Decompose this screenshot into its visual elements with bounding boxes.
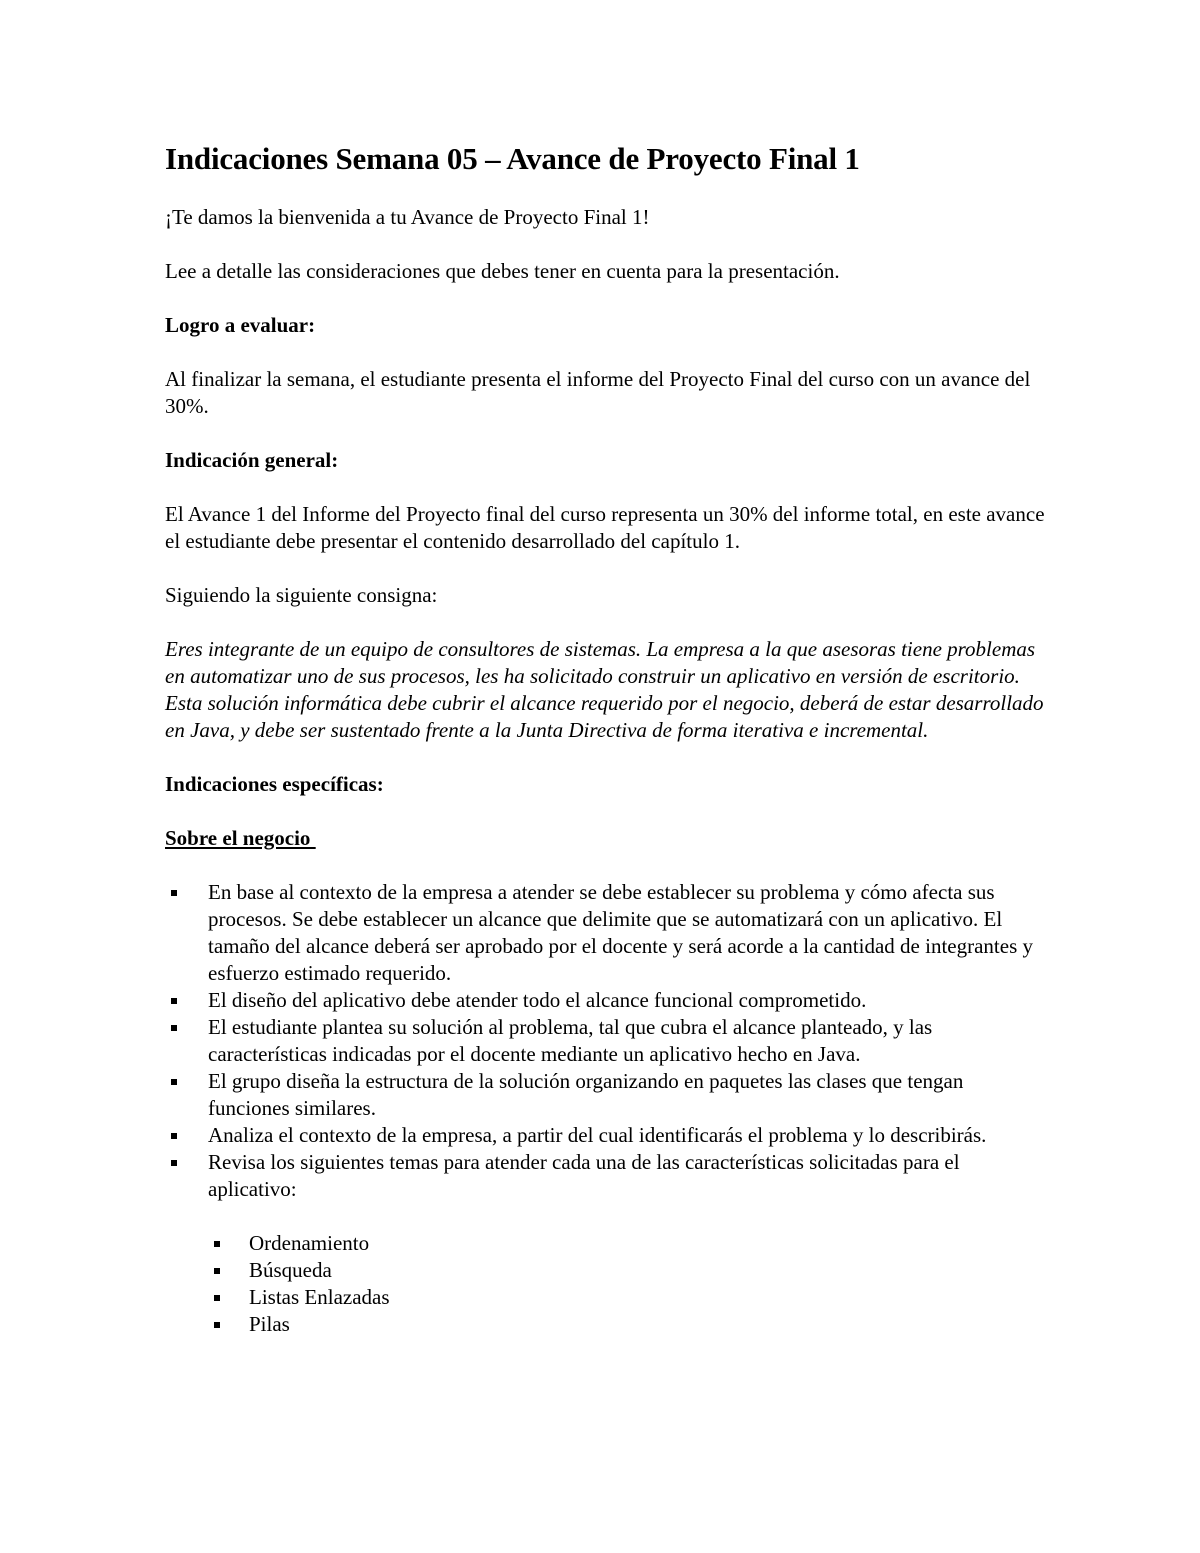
achievement-text: Al finalizar la semana, el estudiante presenta el informe del Proyecto Final del curso con un avance del 30%. <box>165 367 1031 418</box>
list-item-text: El estudiante plantea su solución al problema, tal que cubra el alcance planteado, y las características indicadas por el docente mediante un aplicativo hecho en Java. <box>208 1015 933 1066</box>
business-heading-text: Sobre el negocio <box>165 826 316 850</box>
document-title: Indicaciones Semana 05 – Avance de Proyecto Final 1 <box>165 141 860 176</box>
square-bullet-icon <box>214 1322 220 1328</box>
document-page <box>165 140 1045 1338</box>
list-item <box>165 1068 1045 1122</box>
intro-text: Lee a detalle las consideraciones que debes tener en cuenta para la presentación. <box>165 259 840 283</box>
topic-item <box>165 1284 1045 1311</box>
specific-heading: Indicaciones específicas: <box>165 772 384 796</box>
business-heading <box>165 825 1045 852</box>
square-bullet-icon <box>214 1268 220 1274</box>
square-bullet-icon <box>171 1079 177 1085</box>
topic-item <box>165 1230 1045 1257</box>
list-item <box>165 1149 1045 1203</box>
square-bullet-icon <box>214 1241 220 1247</box>
list-item-text: El grupo diseña la estructura de la solución organizando en paquetes las clases que tengan funciones similares. <box>208 1069 964 1120</box>
square-bullet-icon <box>171 1160 177 1166</box>
topic-list <box>165 1230 1045 1338</box>
general-text: El Avance 1 del Informe del Proyecto final del curso representa un 30% del informe total, en este avance el estudiante debe presentar el contenido desarrollado del capítulo 1. <box>165 502 1045 553</box>
list-item <box>165 1122 1045 1149</box>
topic-text: Búsqueda <box>249 1258 332 1282</box>
list-item <box>165 987 1045 1014</box>
square-bullet-icon <box>214 1295 220 1301</box>
instruction-lead: Siguiendo la siguiente consigna: <box>165 583 438 607</box>
list-item-text: Revisa los siguientes temas para atender cada una de las características solicitadas para el aplicativo: <box>208 1150 960 1201</box>
instruction-italic: Eres integrante de un equipo de consultores de sistemas. La empresa a la que asesoras tiene problemas en automatizar uno de sus procesos, les ha solicitado construir un aplicativo en versión de escritorio. Esta solución informática debe cubrir el alcance requerido por el negocio, deberá de estar desarrollado en Java, y debe ser sustentado frente a la Junta Directiva de forma iterativa e incremental. <box>165 637 1044 742</box>
list-item <box>165 879 1045 987</box>
topic-text: Ordenamiento <box>249 1231 370 1255</box>
topic-item <box>165 1311 1045 1338</box>
welcome-text: ¡Te damos la bienvenida a tu Avance de Proyecto Final 1! <box>165 205 650 229</box>
square-bullet-icon <box>171 1025 177 1031</box>
achievement-heading: Logro a evaluar: <box>165 313 316 337</box>
list-item-text: Analiza el contexto de la empresa, a partir del cual identificarás el problema y lo describirás. <box>208 1123 987 1147</box>
list-item-text: El diseño del aplicativo debe atender todo el alcance funcional comprometido. <box>208 988 867 1012</box>
topic-text: Listas Enlazadas <box>249 1285 390 1309</box>
topic-text: Pilas <box>249 1312 290 1336</box>
bullet-list <box>165 879 1045 1203</box>
list-item-text: En base al contexto de la empresa a atender se debe establecer su problema y cómo afecta sus procesos. Se debe establecer un alcance que delimite que se automatizará con un aplicativo. El tamaño del alcance deberá ser aprobado por el docente y será acorde a la cantidad de integrantes y esfuerzo estimado requerido. <box>208 880 1033 985</box>
list-item <box>165 1014 1045 1068</box>
topic-item <box>165 1257 1045 1284</box>
general-heading: Indicación general: <box>165 448 339 472</box>
square-bullet-icon <box>171 890 177 896</box>
square-bullet-icon <box>171 998 177 1004</box>
square-bullet-icon <box>171 1133 177 1139</box>
